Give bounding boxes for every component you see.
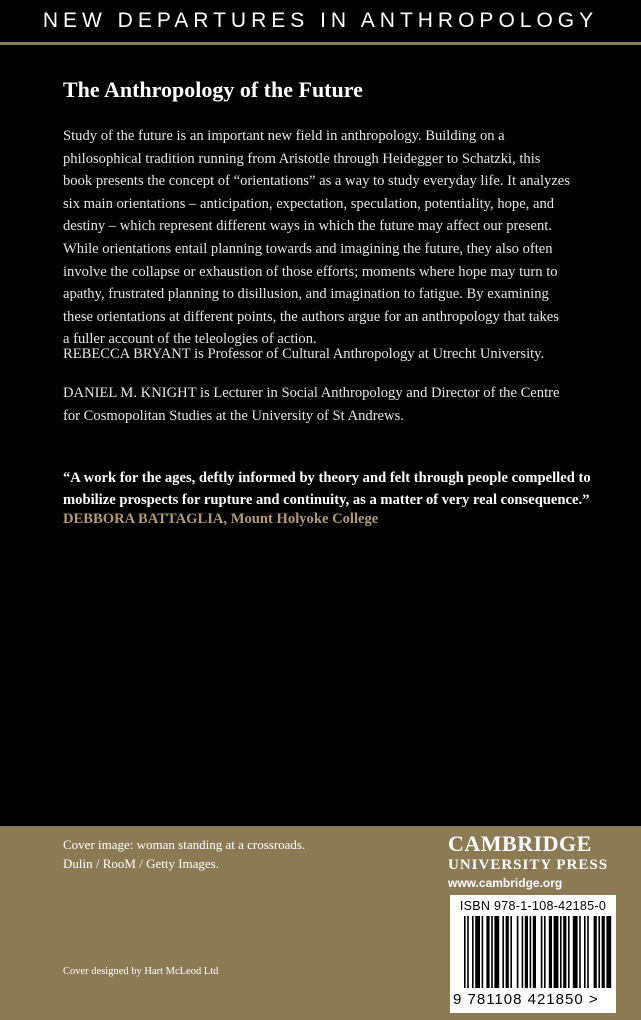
barcode-bars [450,916,616,992]
blurb-line: philosophical tradition running from Aristotle through Heidegger to Schatzki, this [63,150,541,167]
blurb-line: involve the collapse or exhaustion of those efforts; moments where hope may turn to [63,263,558,280]
cover-designer-credit: Cover designed by Hart McLeod Ltd [63,966,219,977]
cover-image-credit [63,835,305,873]
series-banner [0,0,641,45]
credit-line: Cover image: woman standing at a crossroads. [63,837,306,852]
book-title: The Anthropology of the Future [63,77,363,102]
blurb-line: While orientations entail planning towards and imagining the future, they also often [63,240,553,257]
endorsement-attribution: DEBBORA BATTAGLIA, Mount Holyoke College [63,511,379,527]
blurb-line: destiny – which represent different ways in which the future may affect our present. [63,218,552,235]
endorsement-quote [63,467,623,512]
credit-line: Dulin / RooM / Getty Images. [63,856,219,871]
blurb-line: apathy, frustrated planning to disillusion, and imagination to fatigue. By examining [63,286,549,303]
blurb-line: book presents the concept of “orientations” as a way to study everyday life. It analyzes [63,173,570,190]
blurb-line: these orientations at different points, the authors argue for an anthropology that takes [63,308,559,325]
quote-line: mobilize prospects for rupture and continuity, as a matter of very real consequence.” [63,492,590,509]
blurb-line: Study of the future is an important new field in anthropology. Building on a [63,128,505,144]
publisher-logo [448,832,618,890]
series-title: NEW DEPARTURES IN ANTHROPOLOGY [42,9,599,32]
author-bio-line: REBECCA BRYANT is Professor of Cultural Anthropology at Utrecht University. [63,346,545,362]
footer-band [0,826,641,1020]
blurb-line: six main orientations – anticipation, expectation, speculation, potentiality, hope, and [63,195,555,212]
blurb-paragraph [63,125,611,351]
author-bio-line: DANIEL M. KNIGHT is Lecturer in Social Anthropology and Director of the Centre [63,385,560,401]
author-bio-line: for Cosmopolitan Studies at the University of St Andrews. [63,407,404,424]
isbn-barcode [450,895,616,1013]
author-bio-knight [63,382,623,427]
blurb-line: a fuller account of the teleologies of action. [63,331,317,348]
isbn-label: ISBN 978-1-108-42185-0 [459,899,607,913]
barcode-digits: 9 781108 421850 > [453,991,599,1008]
author-bio-bryant [63,343,623,366]
publisher-name: CAMBRIDGE [448,831,592,856]
publisher-url: www.cambridge.org [448,876,563,890]
publisher-subtitle: UNIVERSITY PRESS [448,857,609,873]
quote-line: “A work for the ages, deftly informed by theory and felt through people compelled to [63,470,591,486]
